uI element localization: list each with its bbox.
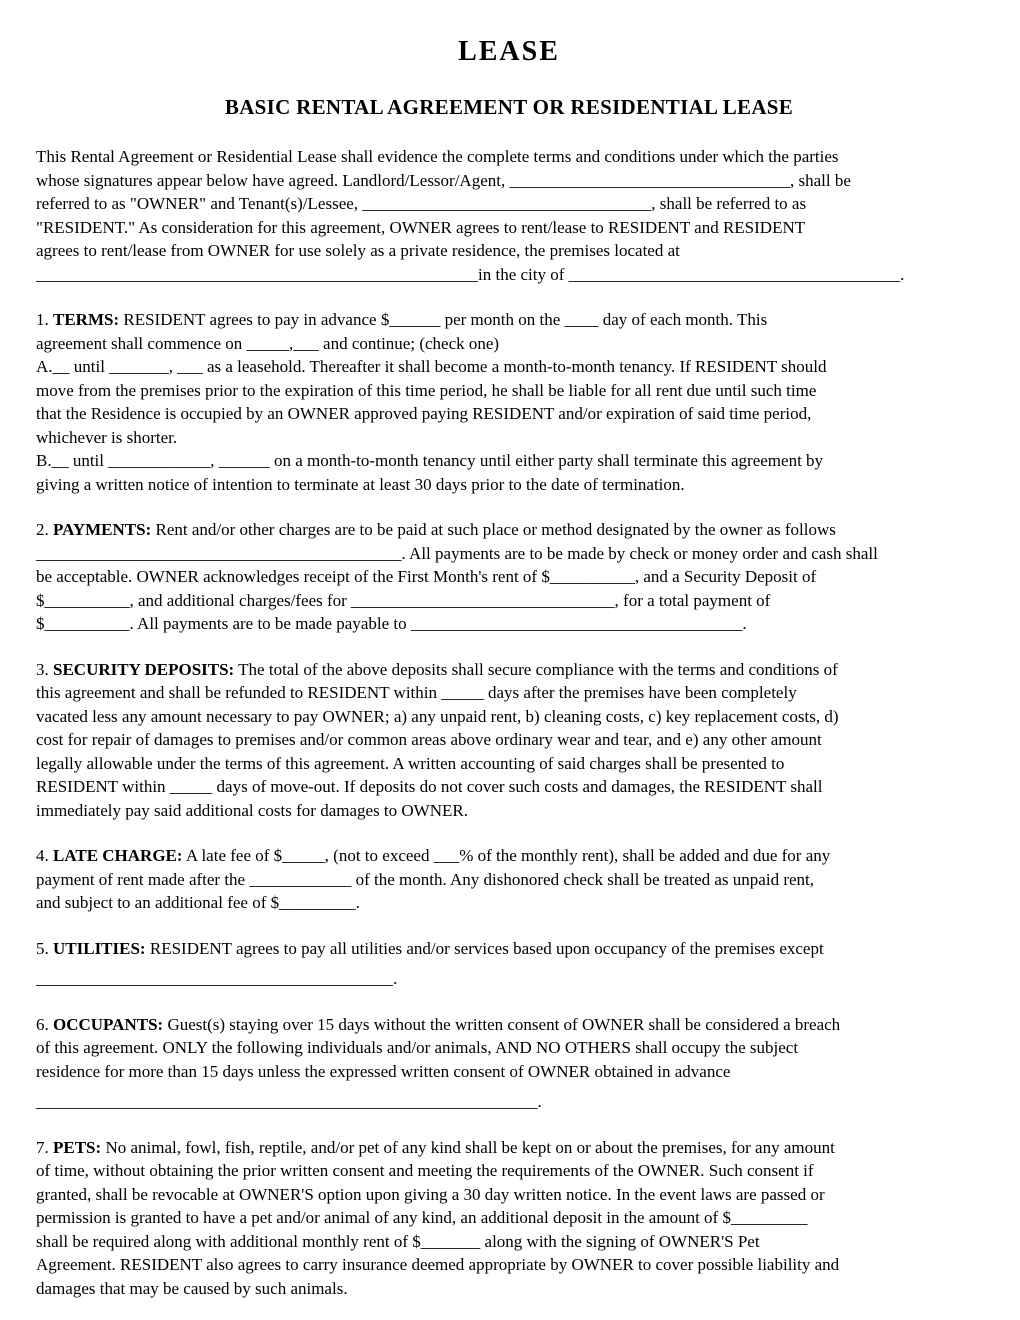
section-heading-text: PAYMENTS: [53, 520, 152, 539]
text-line [36, 1206, 982, 1230]
section-heading-text: PETS: [53, 1137, 102, 1157]
section-4-late-charge [36, 844, 982, 915]
section-intro [36, 145, 982, 286]
text-line [36, 565, 982, 589]
body-text: of this agreement. ONLY the following individuals and/or animals, AND NO OTHERS shall occupy the subject [36, 1038, 799, 1057]
body-text: ____________________________________________________in the city of _______________________________________. [36, 264, 905, 284]
body-text: 3. [36, 659, 53, 679]
text-line [36, 775, 982, 799]
body-text: legally allowable under the terms of this agreement. A written accounting of said charges shall be presented to [36, 753, 785, 773]
body-text: ___________________________________________. All payments are to be made by check or money order and cash shall [36, 543, 878, 563]
text-line [36, 1230, 982, 1254]
text-line [36, 1159, 982, 1183]
section-heading-text: TERMS: [53, 310, 120, 329]
section-heading-text: SECURITY DEPOSITS: [53, 659, 235, 679]
document-body [36, 145, 982, 1300]
body-text: permission is granted to have a pet and/or animal of any kind, an additional deposit in the amount of $_________ [36, 1208, 808, 1227]
section-2-payments [36, 518, 982, 636]
body-text: Guest(s) staying over 15 days without the written consent of OWNER shall be considered a breach [163, 1014, 841, 1034]
text-line [36, 518, 982, 542]
body-text: 4. [36, 846, 53, 865]
body-text: A late fee of $_____, (not to exceed ___% of the monthly rent), shall be added and due for any [182, 846, 831, 865]
body-text: The total of the above deposits shall secure compliance with the terms and conditions of [234, 659, 838, 679]
text-line [36, 681, 982, 705]
text-line [36, 967, 982, 991]
section-heading-text: UTILITIES: [53, 938, 146, 958]
text-line [36, 379, 982, 403]
body-text: __________________________________________. [36, 969, 398, 988]
body-text: payment of rent made after the ____________ of the month. Any dishonored check shall be treated as unpaid rent, [36, 869, 814, 889]
body-text: Rent and/or other charges are to be paid at such place or method designated by the owner as follows [151, 520, 836, 539]
text-line [36, 891, 982, 915]
body-text: this agreement and shall be refunded to RESIDENT within _____ days after the premises have been completely [36, 683, 797, 702]
body-text: immediately pay said additional costs for damages to OWNER. [36, 800, 468, 820]
body-text: 5. [36, 938, 53, 958]
body-text: referred to as "OWNER" and Tenant(s)/Lessee, __________________________________, shall be referred to as [36, 194, 807, 213]
section-heading-text: OCCUPANTS: [53, 1014, 164, 1034]
text-line [36, 752, 982, 776]
text-line [36, 937, 982, 961]
body-text: 1. [36, 310, 53, 329]
section-6-occupants [36, 1013, 982, 1114]
text-line [36, 473, 982, 497]
body-text: RESIDENT agrees to pay all utilities and/or services based upon occupancy of the premises except [145, 938, 824, 958]
text-line [36, 355, 982, 379]
body-text: and subject to an additional fee of $_________. [36, 893, 360, 912]
text-line [36, 449, 982, 473]
body-text: agrees to rent/lease from OWNER for use solely as a private residence, the premises located at [36, 241, 680, 260]
body-text: move from the premises prior to the expiration of this time period, he shall be liable for all rent due until such time [36, 380, 817, 400]
body-text: B.__ until ____________, ______ on a month-to-month tenancy until either party shall terminate this agreement by [36, 451, 824, 470]
body-text: that the Residence is occupied by an OWNER approved paying RESIDENT and/or expiration of said time period, [36, 404, 812, 423]
body-text: damages that may be caused by such animals. [36, 1278, 348, 1298]
text-line [36, 426, 982, 450]
text-line [36, 1060, 982, 1084]
body-text: granted, shall be revocable at OWNER'S option upon giving a 30 day written notice. In the event laws are passed or [36, 1184, 825, 1204]
body-text: RESIDENT within _____ days of move-out. If deposits do not cover such costs and damages, the RESIDENT shall [36, 777, 823, 796]
text-line [36, 589, 982, 613]
body-text: residence for more than 15 days unless the expressed written consent of OWNER obtained in advance [36, 1061, 731, 1081]
section-5-utilities [36, 937, 982, 991]
body-text: whichever is shorter. [36, 427, 178, 447]
body-text: RESIDENT agrees to pay in advance $______ per month on the ____ day of each month. This [119, 310, 768, 329]
text-line [36, 799, 982, 823]
text-line [36, 192, 982, 216]
text-line [36, 1136, 982, 1160]
body-text: cost for repair of damages to premises and/or common areas above ordinary wear and tear, and e) any other amount [36, 730, 822, 749]
text-line [36, 1036, 982, 1060]
text-line [36, 844, 982, 868]
body-text: No animal, fowl, fish, reptile, and/or pet of any kind shall be kept on or about the premises, for any amount [101, 1137, 835, 1157]
text-line [36, 169, 982, 193]
section-heading-text: LATE CHARGE: [53, 846, 183, 865]
document-title: LEASE [458, 36, 560, 67]
text-line [36, 145, 982, 169]
text-line [36, 1253, 982, 1277]
text-line [36, 308, 982, 332]
body-text: A.__ until _______, ___ as a leasehold. Thereafter it shall become a month-to-month tenancy. If RESIDENT should [36, 357, 827, 376]
section-1-terms [36, 308, 982, 496]
text-line [36, 1013, 982, 1037]
document-subtitle: BASIC RENTAL AGREEMENT OR RESIDENTIAL LEASE [224, 95, 794, 119]
section-3-security-deposits [36, 658, 982, 823]
body-text: agreement shall commence on _____,___ and continue; (check one) [36, 333, 500, 353]
text-line [36, 868, 982, 892]
body-text: ___________________________________________________________. [36, 1092, 542, 1111]
body-text: 6. [36, 1014, 53, 1034]
text-line [36, 332, 982, 356]
text-line [36, 1090, 982, 1114]
body-text: $__________. All payments are to be made payable to _______________________________________. [36, 614, 747, 633]
text-line [36, 263, 982, 287]
text-line [36, 402, 982, 426]
body-text: giving a written notice of intention to terminate at least 30 days prior to the date of termination. [36, 474, 685, 494]
body-text: This Rental Agreement or Residential Lease shall evidence the complete terms and conditions under which the parties [36, 147, 839, 166]
body-text: whose signatures appear below have agreed. Landlord/Lessor/Agent, _________________________________, shall be [36, 170, 851, 190]
text-line [36, 728, 982, 752]
text-line [36, 542, 982, 566]
section-7-pets [36, 1136, 982, 1301]
text-line [36, 612, 982, 636]
body-text: "RESIDENT." As consideration for this agreement, OWNER agrees to rent/lease to RESIDENT and RESIDENT [36, 217, 806, 237]
body-text: of time, without obtaining the prior written consent and meeting the requirements of the OWNER. Such consent if [36, 1161, 814, 1180]
body-text: Agreement. RESIDENT also agrees to carry insurance deemed appropriate by OWNER to cover possible liability and [36, 1255, 840, 1274]
text-line [36, 658, 982, 682]
text-line [36, 239, 982, 263]
body-text: 7. [36, 1137, 53, 1157]
text-line [36, 1277, 982, 1301]
text-line [36, 1183, 982, 1207]
body-text: shall be required along with additional monthly rent of $_______ along with the signing of OWNER'S Pet [36, 1231, 760, 1251]
body-text: vacated less any amount necessary to pay OWNER; a) any unpaid rent, b) cleaning costs, c) key replacement costs, d) [36, 706, 839, 726]
body-text: 2. [36, 520, 53, 539]
body-text: be acceptable. OWNER acknowledges receipt of the First Month's rent of $__________, and a Security Deposit of [36, 567, 817, 586]
body-text: $__________, and additional charges/fees for _______________________________, for a total payment of [36, 590, 771, 610]
text-line [36, 216, 982, 240]
text-line [36, 705, 982, 729]
